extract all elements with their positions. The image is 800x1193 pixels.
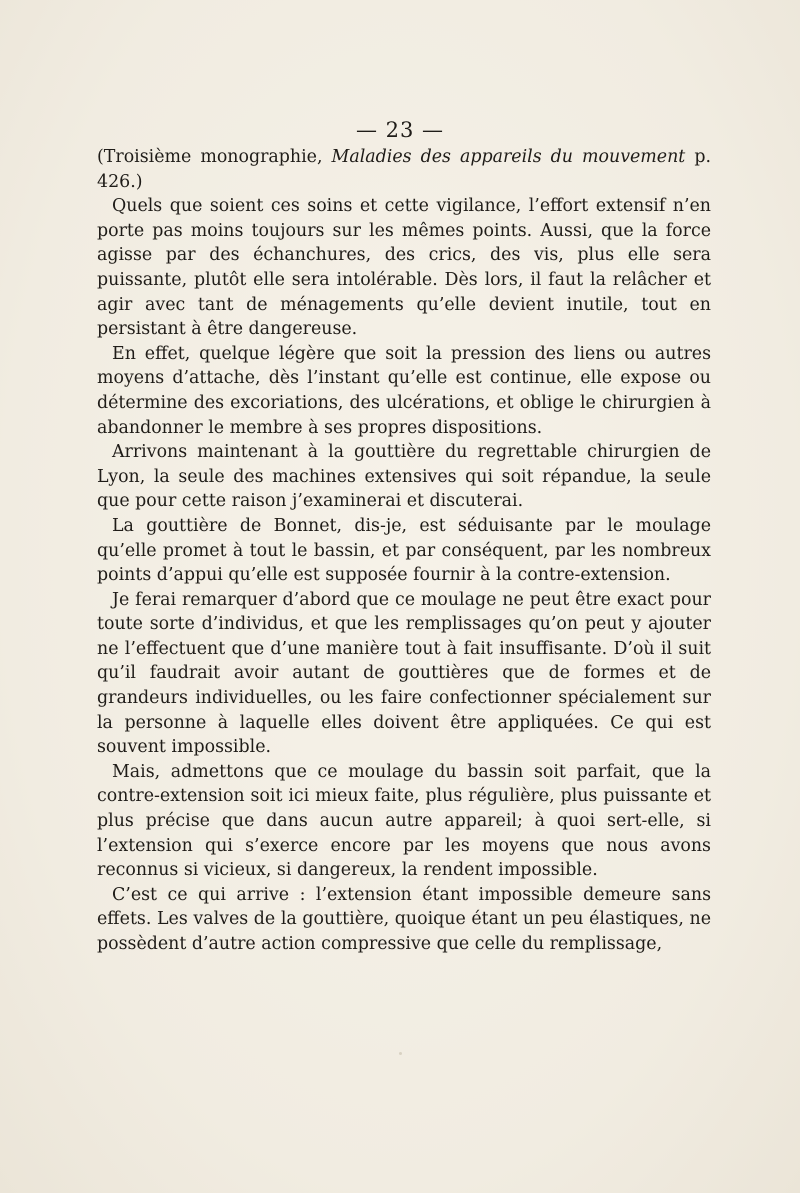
page-number: — 23 — — [355, 118, 445, 142]
paragraph: Quels que soient ces soins et cette vigilance, l’effort extensif n’en porte pas moins toujours sur les mêmes points. Aussi, que la force agisse par des échanchures, des crics, des vis, plus elle sera puissante, plutôt elle sera intolérable. Dès lors, il faut la relâcher et agir avec tant de ménagements qu’elle devient inutile, tout en persistant à être dangereuse. — [97, 196, 711, 340]
paper-speck — [399, 1052, 402, 1055]
citation-prefix: (Troisième monographie, — [97, 147, 332, 167]
citation-suffix: p. 426.) — [97, 147, 711, 192]
paragraph: Mais, admettons que ce moulage du bassin soit parfait, que la contre-extension soit ici mieux faite, plus régulière, plus puissante et plus précise que dans aucun autre appareil; à quoi sert-elle, si l’extension qui s’exerce encore par les moyens que nous avons reconnus si vicieux, si dangereux, la rendent impossible. — [97, 761, 711, 881]
citation-title: Maladies des appareils du mouvement — [331, 147, 686, 167]
paragraph: En effet, quelque légère que soit la pression des liens ou autres moyens d’attache, dès l’instant qu’elle est continue, elle expose ou détermine des excoriations, des ulcérations, et oblige le chirurgien à abandonner le membre à ses propres dispositions. — [97, 343, 711, 438]
body-text — [97, 145, 711, 957]
paragraph: C’est ce qui arrive : l’extension étant impossible demeure sans effets. Les valves de la gouttière, quoique étant un peu élastiques, ne possèdent d’autre action compressive que celle du remplissage, — [97, 884, 711, 954]
paragraph: Je ferai remarquer d’abord que ce moulage ne peut être exact pour toute sorte d’individus, et que les remplissages qu’on peut y ajouter ne l’effectuent que d’une manière tout à fait insuffisante. D’où il suit qu’il faudrait avoir autant de gouttières que de formes et de grandeurs individuelles, ou les faire confectionner spécialement sur la personne à laquelle elles doivent être appliquées. Ce qui est souvent impossible. — [97, 589, 711, 758]
paragraph: Arrivons maintenant à la gouttière du regrettable chirurgien de Lyon, la seule des machines extensives qui soit répandue, la seule que pour cette raison j’examinerai et discuterai. — [97, 442, 711, 512]
paragraph: La gouttière de Bonnet, dis-je, est séduisante par le moulage qu’elle promet à tout le bassin, et par conséquent, par les nombreux points d’appui qu’elle est supposée fournir à la contre-extension. — [97, 515, 711, 586]
paragraph-citation — [97, 145, 711, 194]
